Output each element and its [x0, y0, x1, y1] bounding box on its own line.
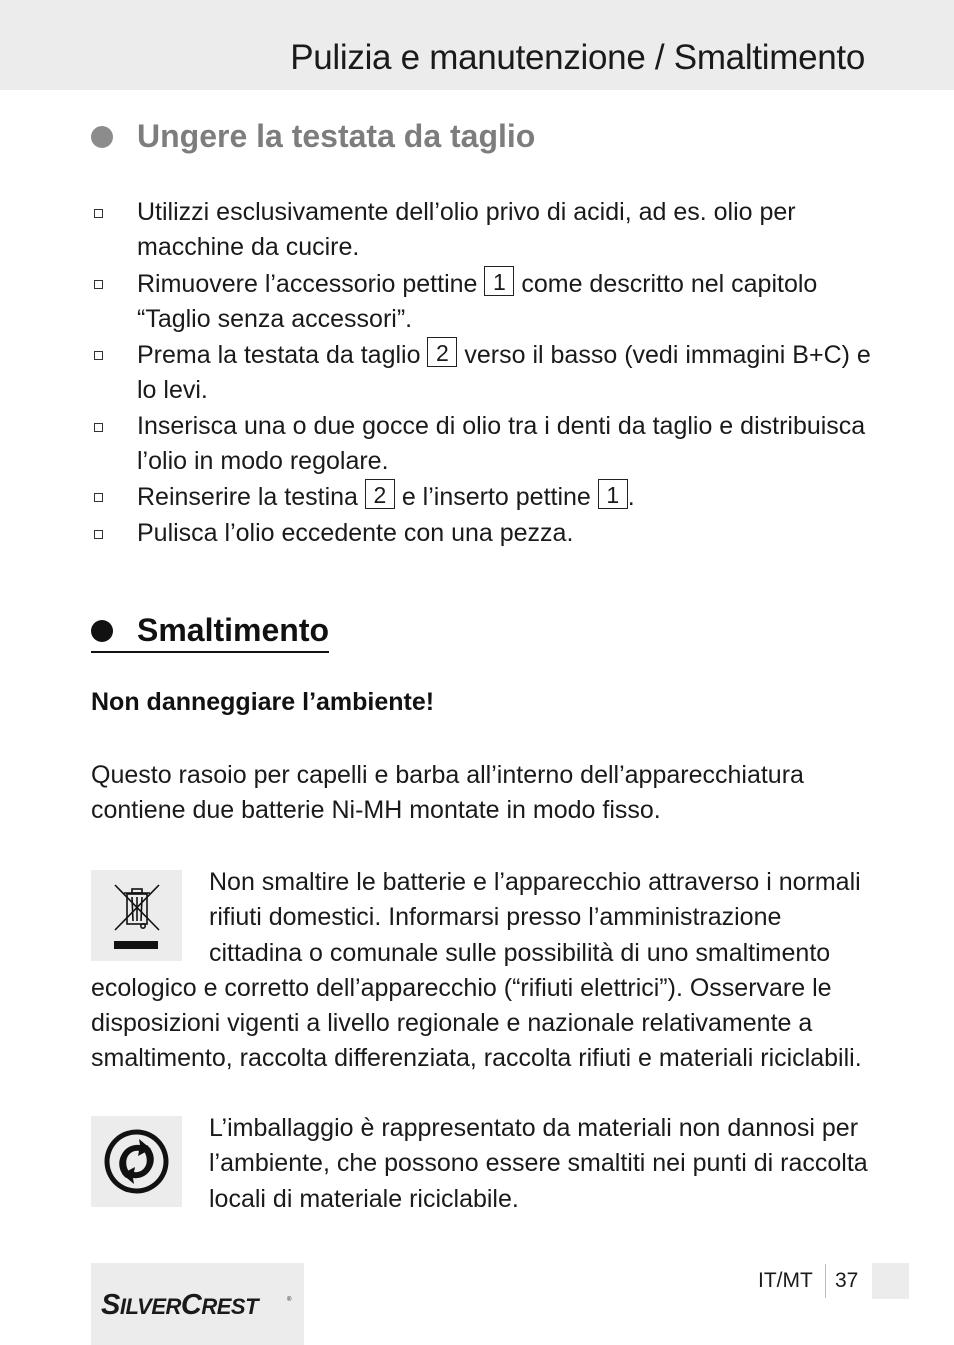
brand-logo	[91, 1263, 304, 1345]
part-reference: 1	[598, 479, 628, 509]
step-text: e l’inserto pettine	[394, 483, 598, 512]
part-reference: 2	[365, 479, 395, 509]
step-text: Prema la testata da taglio	[137, 341, 428, 370]
disposal-paragraph	[91, 865, 871, 1077]
step-text: .	[627, 483, 635, 512]
oil-steps-list	[91, 195, 871, 551]
page-tab-marker	[872, 1263, 909, 1299]
svg-text:®: ®	[287, 1297, 292, 1303]
svg-text:SILVERCREST: SILVERCREST	[101, 1289, 259, 1321]
section-heading-oil	[91, 118, 535, 155]
page-header-title: Pulizia e manutenzione / Smaltimento	[290, 38, 865, 77]
step-text: Pulisca l’olio eccedente con una pezza.	[137, 518, 574, 547]
checkbox-square-icon	[94, 351, 103, 360]
list-item	[91, 409, 871, 480]
checkbox-square-icon	[94, 530, 103, 539]
checkbox-square-icon	[94, 493, 103, 502]
disposal-text: Non smaltire le batterie e l’apparecchio attraverso i normali rifiuti domestici. Informarsi presso l’amministrazione cittadina o comunale sulle possibilità di uno smaltimento ecologico e corretto dell’apparecchio (“rifiuti elettrici”). Osservare le disposizioni vigenti a livello regionale e nazionale relativamente a smaltimento, raccolta differenziata, raccolta rifiuti e materiali riciclabili.	[91, 868, 862, 1073]
list-item	[91, 337, 871, 409]
list-item	[91, 266, 871, 338]
language-code: IT/MT	[758, 1269, 813, 1292]
step-text: Utilizzi esclusivamente dell’olio privo di acidi, ad es. olio per macchine da cucire.	[137, 198, 796, 262]
step-text: Reinserire la testina	[137, 483, 365, 512]
step-text: come descritto nel capitolo “Taglio senza accessori”.	[137, 269, 818, 333]
section-title-text: Ungere la testata da taglio	[137, 118, 536, 154]
footer-divider	[825, 1264, 826, 1298]
list-item	[91, 516, 871, 551]
list-item	[91, 479, 871, 515]
section-heading-disposal	[91, 612, 329, 653]
packaging-text: L’imballaggio è rappresentato da materiali non dannosi per l’ambiente, che possono essere smaltiti nei punti di raccolta locali di materiale riciclabile.	[209, 1114, 868, 1213]
environment-subheading: Non danneggiare l’ambiente!	[91, 688, 435, 716]
checkbox-square-icon	[94, 280, 103, 289]
bullet-dot-icon	[91, 620, 113, 642]
green-dot-recycling-icon	[91, 1116, 182, 1207]
list-item	[91, 195, 871, 266]
page-number: 37	[835, 1269, 859, 1292]
packaging-paragraph	[91, 1111, 871, 1217]
battery-paragraph: Questo rasoio per capelli e barba all’interno dell’apparecchiatura contiene due batterie Ni-MH montate in modo fisso.	[91, 761, 804, 825]
checkbox-square-icon	[94, 423, 103, 432]
crossed-bin-icon	[91, 870, 182, 961]
section-title-text: Smaltimento	[137, 612, 330, 648]
part-reference: 1	[484, 266, 514, 296]
bullet-dot-icon	[91, 126, 113, 148]
step-text: verso il basso (vedi immagini B+C) e lo levi.	[137, 341, 871, 405]
part-reference: 2	[427, 337, 457, 367]
checkbox-square-icon	[94, 209, 103, 218]
step-text: Inserisca una o due gocce di olio tra i denti da taglio e distribuisca l’olio in modo regolare.	[137, 411, 866, 476]
step-text: Rimuovere l’accessorio pettine	[137, 269, 485, 298]
